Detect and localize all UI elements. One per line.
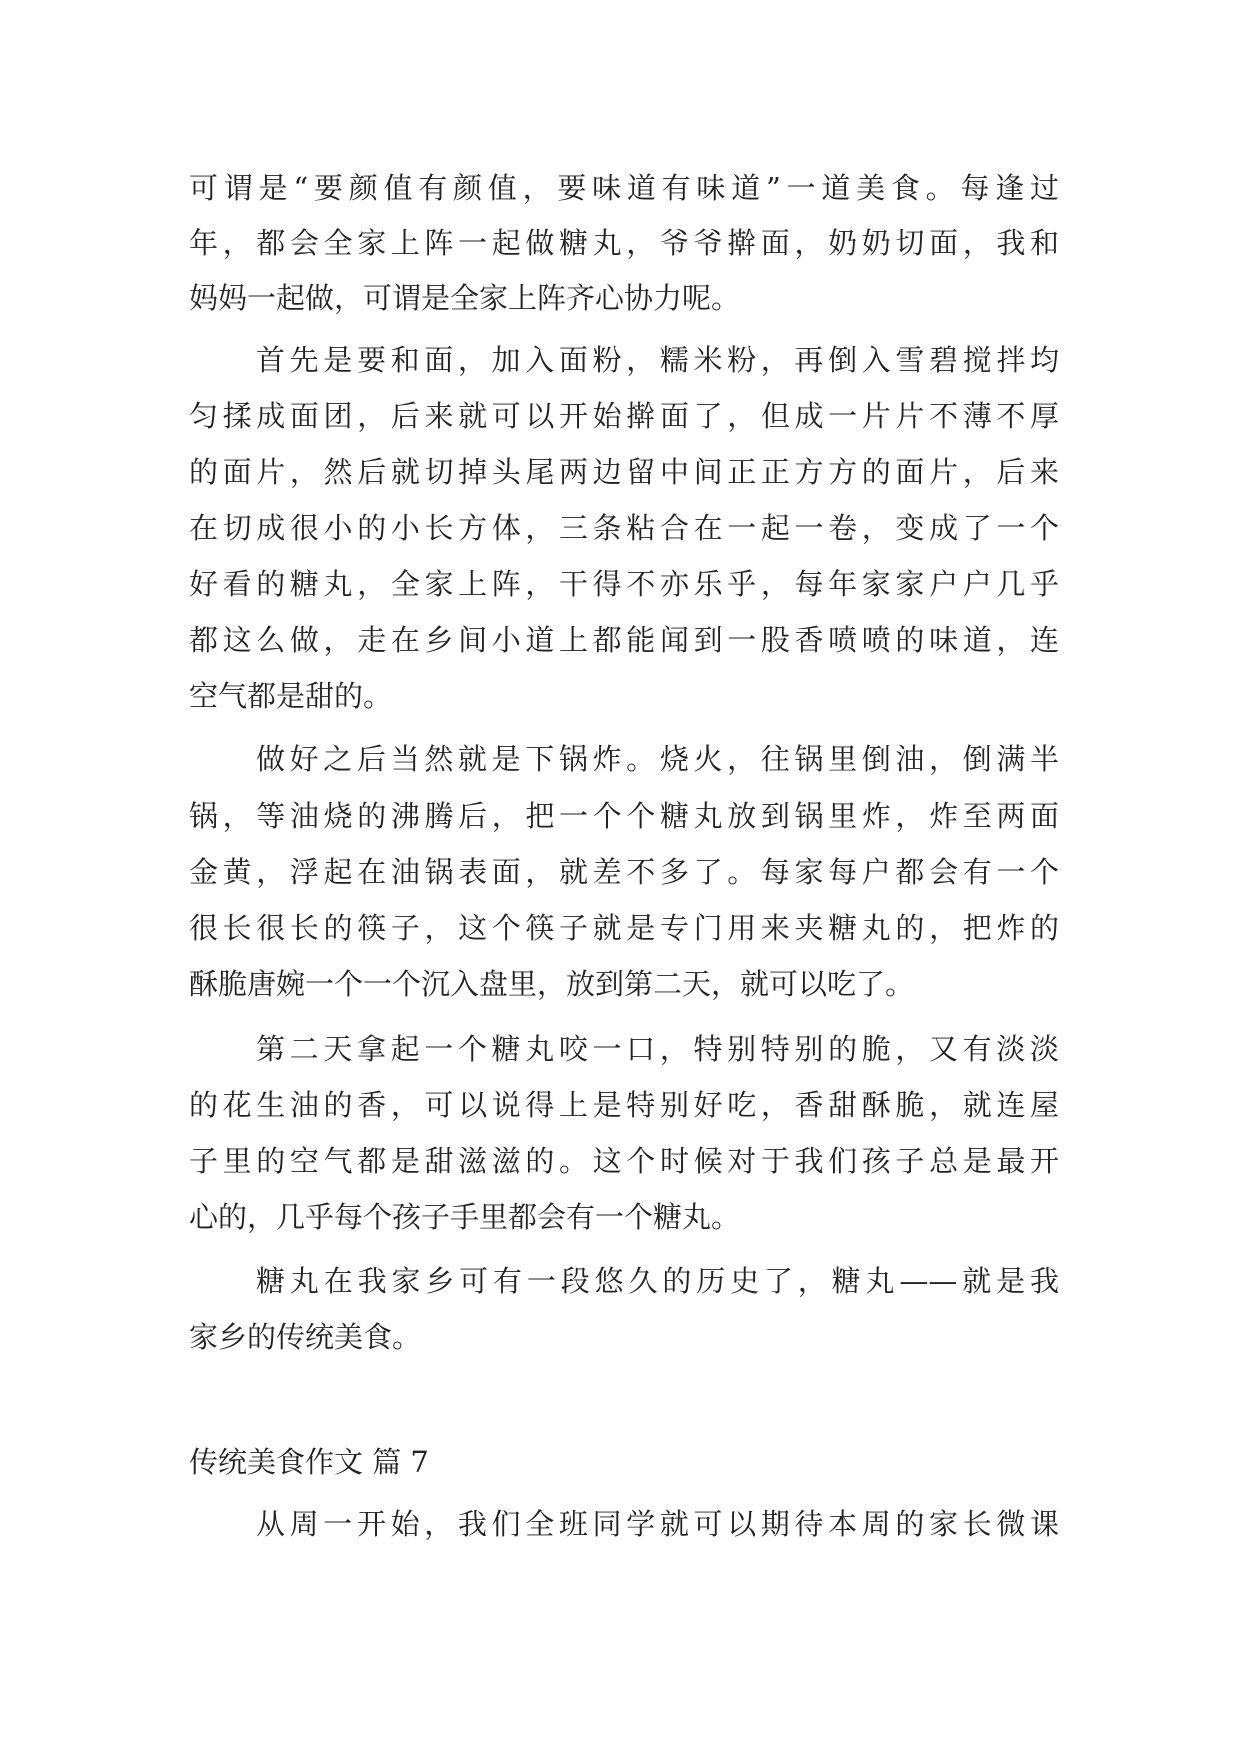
text-line: 心的，几乎每个孩子手里都会有一个糖丸。 (189, 1200, 741, 1234)
text-line: 做好之后当然就是下锅炸。烧火，往锅里倒油，倒满半 (256, 742, 1059, 776)
text-line: 都这么做，走在乡间小道上都能闻到一股香喷喷的味道，连 (189, 623, 1059, 657)
section-heading: 传统美食作文 篇 7 (189, 1445, 429, 1479)
text-line: 锅，等油烧的沸腾后，把一个个糖丸放到锅里炸，炸至两面 (189, 799, 1059, 833)
text-line: 年，都会全家上阵一起做糖丸，爷爷擀面，奶奶切面，我和 (189, 226, 1059, 260)
text-line: 的花生油的香，可以说得上是特别好吃，香甜酥脆，就连屋 (189, 1088, 1059, 1122)
text-line: 子里的空气都是甜滋滋的。这个时候对于我们孩子总是最开 (189, 1144, 1059, 1178)
text-line: 第二天拿起一个糖丸咬一口，特别特别的脆，又有淡淡 (256, 1032, 1059, 1066)
text-line: 糖丸在我家乡可有一段悠久的历史了，糖丸——就是我 (256, 1264, 1059, 1298)
text-line: 从周一开始，我们全班同学就可以期待本周的家长微课 (256, 1507, 1059, 1541)
text-line: 妈妈一起做，可谓是全家上阵齐心协力呢。 (189, 281, 741, 315)
text-line: 可谓是“要颜值有颜值，要味道有味道”一道美食。每逢过 (189, 171, 1059, 205)
text-line: 好看的糖丸，全家上阵，干得不亦乐乎，每年家家户户几乎 (189, 567, 1059, 601)
text-line: 很长很长的筷子，这个筷子就是专门用来夹糖丸的，把炸的 (189, 911, 1059, 945)
text-line: 空气都是甜的。 (189, 679, 393, 713)
text-line: 家乡的传统美食。 (189, 1320, 422, 1354)
text-line: 首先是要和面，加入面粉，糯米粉，再倒入雪碧搅拌均 (256, 343, 1059, 377)
text-line: 在切成很小的小长方体，三条粘合在一起一卷，变成了一个 (189, 511, 1059, 545)
text-line: 匀揉成面团，后来就可以开始擀面了，但成一片片不薄不厚 (189, 399, 1059, 433)
text-line: 的面片，然后就切掉头尾两边留中间正正方方的面片，后来 (189, 455, 1059, 489)
text-line: 酥脆唐婉一个一个沉入盘里，放到第二天，就可以吃了。 (189, 967, 915, 1001)
text-line: 金黄，浮起在油锅表面，就差不多了。每家每户都会有一个 (189, 855, 1059, 889)
